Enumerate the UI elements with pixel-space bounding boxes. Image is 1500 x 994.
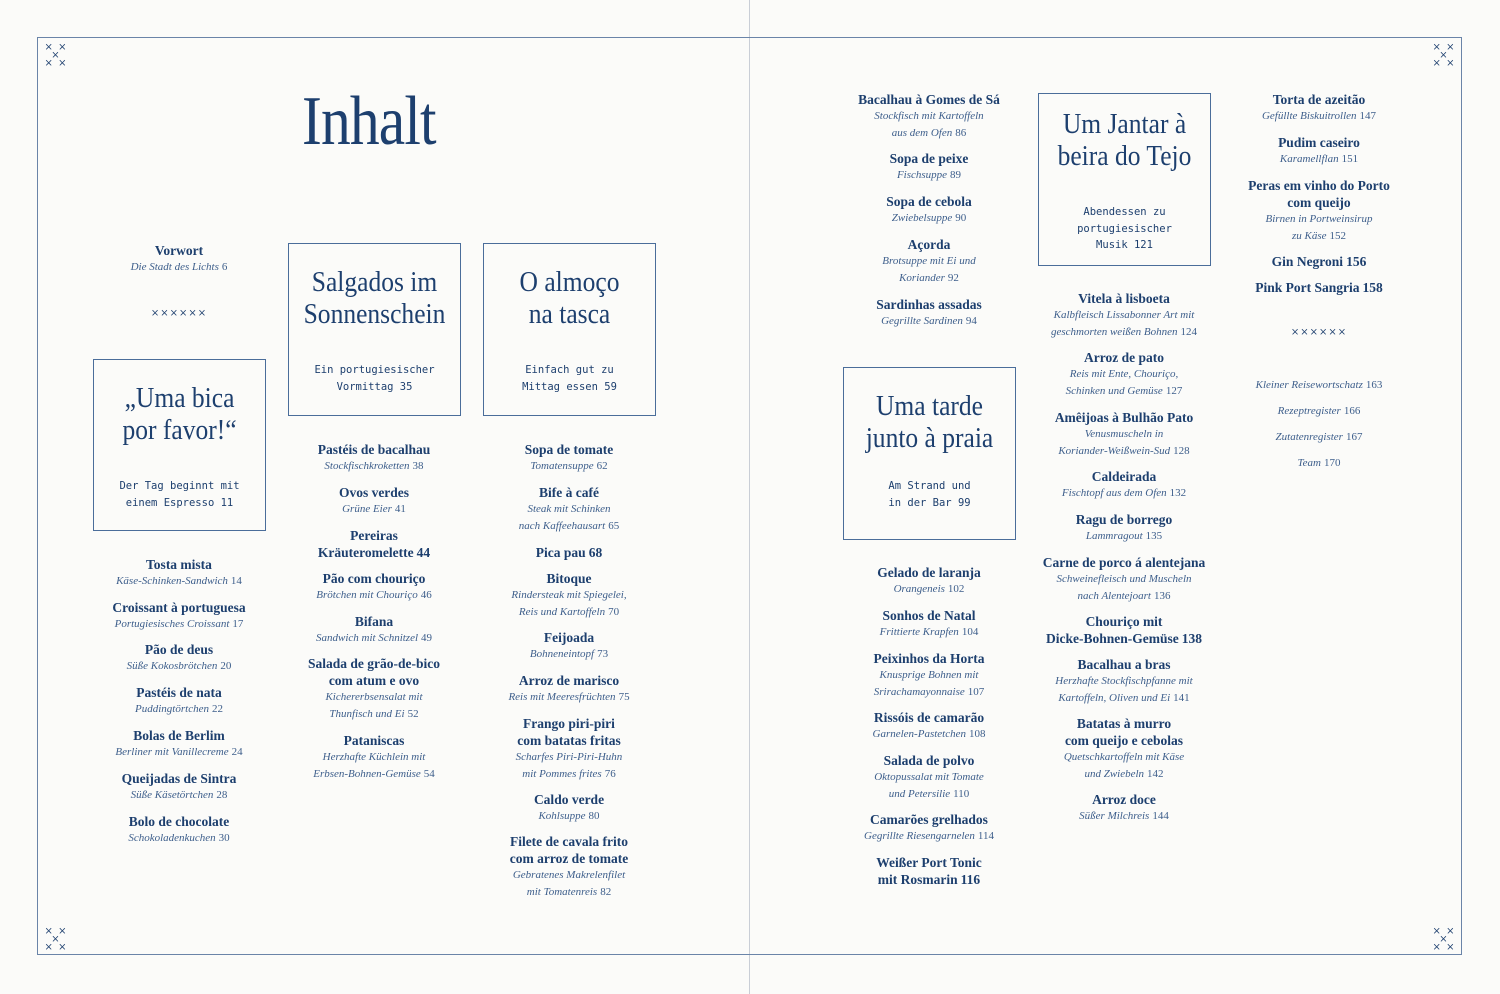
entry-desc: Berliner mit Vanillecreme (115, 746, 229, 758)
entry-desc: Stockfisch mit Kartoffeln (874, 110, 984, 122)
toc-entry[interactable] (1046, 613, 1202, 647)
chapter-subtitle: Der Tag beginnt mit (119, 480, 240, 492)
entry-desc: Oktopussalat mit Tomate (874, 771, 984, 783)
entry-desc: Karamellflan (1279, 153, 1339, 165)
entry-desc: Schweinefleisch und Muscheln (1056, 573, 1192, 585)
page-number: 108 (968, 728, 986, 740)
page-number: 166 (1343, 405, 1361, 417)
entry-desc: und Zwiebeln (1084, 767, 1145, 780)
page-number: 62 (596, 460, 608, 472)
page-number: 124 (1180, 325, 1197, 338)
entry-desc: Scharfes Piri-Piri-Huhn (515, 751, 623, 763)
chapter-box-bica[interactable] (93, 359, 266, 531)
entry-name: Bifana (354, 614, 394, 629)
toc-entry[interactable] (890, 150, 969, 184)
entry-desc: Quetschkartoffeln mit Käse (1063, 751, 1185, 763)
entry-name: com atum e ovo (328, 673, 420, 688)
page-number: 68 (588, 545, 603, 560)
page-number: 152 (1329, 229, 1347, 242)
entry-name: Pink Port Sangria (1255, 280, 1360, 295)
toc-entry[interactable] (1043, 554, 1205, 604)
page-number: 102 (947, 583, 965, 595)
toc-entry[interactable] (116, 556, 242, 590)
toc-entry[interactable] (874, 752, 984, 802)
page-number: 14 (230, 575, 242, 587)
entry-desc: zu Käse (1291, 229, 1327, 242)
entry-desc: Stockfischkroketten (324, 460, 410, 472)
toc-entry[interactable] (536, 544, 602, 561)
entry-name: Salada de polvo (883, 753, 975, 768)
page-number: 135 (1145, 530, 1163, 542)
entry-desc: Süße Käsetörtchen (130, 789, 214, 801)
toc-entry[interactable] (128, 813, 229, 847)
page-number: 38 (412, 460, 424, 472)
toc-entry[interactable] (135, 684, 223, 718)
toc-entry[interactable] (886, 193, 972, 227)
page-number: 28 (216, 789, 228, 801)
toc-entry[interactable] (112, 599, 245, 633)
page-number: 138 (1181, 631, 1202, 646)
page-number: 54 (423, 767, 435, 780)
entry-desc: Frittierte Krapfen (879, 626, 959, 638)
entry-desc: Grüne Eier (342, 503, 392, 515)
entry-name: Camarões grelhados (870, 812, 988, 827)
chapter-title: por favor!“ (122, 414, 237, 446)
page-number: 167 (1345, 431, 1363, 443)
entry-desc: Garnelen-Pastetchen (872, 728, 966, 740)
entry-desc: Brötchen mit Chouriço (316, 589, 418, 601)
entry-desc: Bohneneintopf (529, 648, 595, 660)
toc-entry[interactable] (1064, 715, 1184, 782)
entry-name: Pica pau (535, 545, 586, 560)
page-number: 86 (955, 126, 967, 139)
page-number: 107 (967, 685, 985, 698)
page-number: 127 (1165, 384, 1183, 397)
entry-desc: Rindersteak mit Spiegelei, (511, 589, 627, 601)
chapter-title: beira do Tejo (1057, 140, 1192, 172)
toc-entry[interactable] (858, 91, 1000, 141)
toc-entry[interactable] (1262, 91, 1376, 125)
entry-name: Kräuteromelette (317, 545, 414, 560)
entry-desc: Erbsen-Bohnen-Gemüse (313, 767, 421, 780)
page-number: 44 (416, 545, 431, 560)
corner-ornament-icon: × × × × × (1432, 926, 1456, 953)
chapter-subtitle: einem Espresso 11 (125, 496, 234, 509)
page-number: 147 (1359, 110, 1377, 122)
entry-name: Tosta mista (146, 557, 212, 572)
entry-desc: Venusmuscheln in (1084, 428, 1164, 440)
entry-desc: Schokoladenkuchen (128, 832, 216, 844)
page-number: 163 (1365, 379, 1383, 391)
entry-desc: Knusprige Bohnen mit (879, 669, 979, 681)
entry-desc: geschmorten weißen Bohnen (1051, 325, 1178, 338)
toc-entry[interactable] (1255, 279, 1383, 296)
entry-name: Arroz doce (1092, 792, 1156, 807)
entry-name: Peras em vinho do Porto (1248, 178, 1390, 193)
entry-name: Pastéis de nata (136, 685, 222, 700)
toc-entry[interactable] (525, 441, 614, 475)
page-number: 144 (1152, 810, 1169, 822)
entry-desc: und Petersilie (888, 787, 951, 800)
chapter-subtitle: in der Bar 99 (888, 496, 971, 509)
entry-desc: Koriander (899, 271, 945, 284)
chapter-title: junto à praia (865, 422, 994, 454)
page-number: 94 (965, 315, 977, 327)
entry-name: Queijadas de Sintra (121, 771, 237, 786)
toc-entry[interactable] (530, 629, 608, 663)
toc-entry[interactable] (316, 613, 432, 647)
chapter-subtitle: portugiesischer (1077, 222, 1172, 235)
toc-entry[interactable] (339, 484, 409, 518)
page-number: 17 (232, 618, 244, 630)
entry-desc: Sandwich mit Schnitzel (315, 632, 419, 644)
entry-desc: mit Pommes frites (522, 767, 602, 780)
toc-entry[interactable] (508, 672, 629, 706)
entry-name: Bitoque (546, 571, 592, 586)
entry-desc: Orangeneis (893, 583, 945, 595)
entry-name: Carne de porco á alentejana (1042, 555, 1206, 570)
entry-name: Bolas de Berlim (133, 728, 225, 743)
page-number: 73 (597, 648, 609, 660)
entry-name: Pastéis de bacalhau (317, 442, 431, 457)
page-number: 132 (1169, 487, 1187, 499)
page-number: 49 (421, 632, 433, 644)
toc-entry[interactable] (510, 833, 629, 900)
entry-desc: Zwiebelsuppe (891, 212, 953, 224)
entry-name: Sonhos de Natal (882, 608, 976, 623)
entry-desc: Portugiesisches Croissant (114, 618, 230, 630)
entry-name: Bolo de chocolate (128, 814, 230, 829)
toc-entry[interactable] (534, 791, 604, 825)
entry-name: Batatas à murro (1076, 716, 1172, 731)
toc-entry[interactable] (876, 296, 981, 330)
entry-desc: Gegrillte Sardinen (881, 315, 963, 327)
page-number: 6 (221, 261, 228, 273)
page-number: 75 (618, 691, 630, 703)
entry-name: Sopa de tomate (524, 442, 614, 457)
toc-entry[interactable] (1248, 177, 1390, 244)
entry-desc: Kohlsuppe (538, 810, 586, 822)
toc-entry[interactable] (313, 732, 435, 782)
entry-desc: Schinken und Gemüse (1065, 384, 1163, 397)
entry-desc: nach Alentejoart (1077, 589, 1151, 602)
toc-entry[interactable] (519, 484, 619, 534)
entry-desc: aus dem Ofen (891, 126, 953, 139)
page-number: 110 (953, 787, 970, 800)
chapter-subtitle: Am Strand und (888, 480, 971, 492)
corner-ornament-icon: × × × × × (44, 926, 68, 953)
entry-name: Croissant à portuguesa (112, 600, 246, 615)
toc-entry[interactable] (115, 727, 242, 761)
entry-name: Pão de deus (144, 642, 214, 657)
entry-desc: Käse-Schinken-Sandwich (116, 575, 228, 587)
page-number: 46 (420, 589, 432, 601)
separator-ornament-icon: ×××××× (150, 308, 208, 319)
entry-name: Gin Negroni (1271, 254, 1344, 269)
page-number: 170 (1323, 457, 1341, 469)
entry-desc: nach Kaffeehausart (518, 519, 606, 532)
entry-name: Gelado de laranja (877, 565, 981, 580)
entry-desc: Gefüllte Biskuitrollen (1261, 110, 1357, 122)
page-number: 24 (231, 746, 243, 758)
entry-name: Amêijoas à Bulhão Pato (1054, 410, 1194, 425)
entry-desc: Fischtopf aus dem Ofen (1061, 487, 1167, 499)
toc-entry[interactable] (1079, 791, 1169, 825)
entry-desc: Herzhafte Küchlein mit (322, 751, 426, 763)
entry-desc: mit Tomatenreis (526, 885, 598, 898)
page-number: 151 (1341, 153, 1359, 165)
chapter-title: Salgados im (311, 266, 438, 298)
entry-name: Açorda (907, 237, 951, 252)
entry-name: Bacalhau a bras (1077, 657, 1171, 672)
page-number: 70 (608, 605, 620, 618)
page-number: 80 (588, 810, 600, 822)
entry-name: Caldo verde (533, 792, 605, 807)
chapter-subtitle: Mittag essen 59 (522, 380, 617, 393)
entry-desc: Die Stadt des Lichts (130, 261, 219, 273)
entry-name: Sopa de peixe (889, 151, 969, 166)
entry-desc: Fischsuppe (896, 169, 948, 181)
entry-name: Arroz de marisco (518, 673, 620, 688)
entry-name: Pataniscas (343, 733, 405, 748)
entry-name: Ragu de borrego (1075, 512, 1173, 527)
page-number: 52 (407, 707, 419, 720)
entry-desc: Team (1297, 457, 1321, 469)
page-number: 89 (950, 169, 962, 181)
entry-desc: Steak mit Schinken (527, 503, 611, 515)
toc-entry[interactable] (318, 441, 431, 475)
toc-entry[interactable] (880, 607, 979, 641)
entry-name: Salada de grão-de-bico (307, 656, 441, 671)
page-number: 41 (394, 503, 406, 515)
entry-desc: Kichererbsensalat mit (325, 691, 423, 703)
entry-desc: Tomatensuppe (530, 460, 594, 472)
toc-entry[interactable] (876, 854, 982, 888)
page-number: 90 (955, 212, 967, 224)
entry-desc: Puddingtörtchen (135, 703, 209, 715)
toc-entry[interactable] (882, 236, 975, 286)
entry-desc: Gegrillte Riesengarnelen (864, 830, 975, 842)
page-number: 92 (947, 271, 959, 284)
entry-name: mit Rosmarin (877, 872, 958, 887)
page-number: 30 (218, 832, 230, 844)
toc-entry[interactable] (122, 770, 237, 804)
chapter-title: „Uma bica (124, 382, 235, 414)
toc-entry[interactable] (316, 570, 431, 604)
entry-name: Arroz de pato (1083, 350, 1164, 365)
entry-desc: Brotsuppe mit Ei und (882, 255, 976, 267)
toc-entry[interactable] (877, 564, 981, 598)
entry-desc: Kleiner Reisewortschatz (1255, 379, 1363, 391)
entry-desc: Süßer Milchreis (1079, 810, 1150, 822)
entry-desc: Süße Kokosbrötchen (126, 660, 218, 672)
toc-entry[interactable] (1055, 409, 1193, 459)
entry-name: com arroz de tomate (509, 851, 629, 866)
chapter-box-jantar[interactable] (1038, 93, 1211, 266)
corner-ornament-icon: × × × × × (44, 42, 68, 69)
toc-entry[interactable] (1256, 377, 1383, 394)
entry-desc: Reis mit Meeresfrüchten (508, 691, 616, 703)
chapter-title: Sonnenschein (303, 298, 446, 330)
entry-name: com queijo (1287, 195, 1351, 210)
entry-name: Torta de azeitão (1272, 92, 1366, 107)
toc-entry[interactable] (1055, 656, 1192, 706)
toc-entry[interactable] (1076, 511, 1173, 545)
entry-name: Sardinhas assadas (876, 297, 982, 312)
page-number: 156 (1346, 254, 1367, 269)
toc-entry[interactable] (511, 570, 626, 620)
chapter-title: Uma tarde (875, 390, 984, 422)
chapter-subtitle: Musik 121 (1096, 239, 1153, 251)
page-number: 141 (1173, 691, 1190, 704)
entry-desc: Herzhafte Stockfischpfanne mit (1055, 675, 1193, 687)
entry-name: Chouriço mit (1085, 614, 1163, 629)
entry-desc: Rezeptregister (1277, 405, 1341, 417)
page-number: 82 (600, 885, 612, 898)
corner-ornament-icon: × × × × × (1432, 42, 1456, 69)
entry-name: Pudim caseiro (1278, 135, 1360, 150)
chapter-title: Um Jantar à (1062, 108, 1187, 140)
page-number: 128 (1173, 444, 1190, 457)
entry-desc: Birnen in Portweinsirup (1265, 213, 1373, 225)
entry-name: Dicke-Bohnen-Gemüse (1046, 631, 1179, 646)
toc-entry[interactable] (1298, 455, 1341, 472)
entry-name: Feijoada (543, 630, 595, 645)
entry-name: Ovos verdes (338, 485, 410, 500)
entry-name: Peixinhos da Horta (873, 651, 985, 666)
toc-entry[interactable] (1278, 403, 1361, 420)
toc-entry[interactable] (318, 527, 430, 561)
toc-entry[interactable] (1272, 253, 1367, 270)
entry-name: Bife à café (539, 485, 599, 500)
separator-ornament-icon: ×××××× (1290, 327, 1348, 338)
page-number: 20 (220, 660, 232, 672)
entry-name: com batatas fritas (517, 733, 621, 748)
chapter-title: O almoço (519, 266, 620, 298)
toc-entry[interactable] (1066, 349, 1183, 399)
page-number: 114 (977, 830, 994, 842)
page-number: 76 (604, 767, 616, 780)
entry-desc: Lammragout (1085, 530, 1143, 542)
entry-desc: Gebratenes Makrelenfilet (512, 869, 626, 881)
entry-name: com queijo e cebolas (1064, 733, 1184, 748)
chapter-subtitle: Ein portugiesischer (314, 364, 435, 376)
entry-desc: Zutatenregister (1275, 431, 1343, 443)
page-number: 142 (1147, 767, 1164, 780)
entry-name: Pão com chouriço (322, 571, 426, 586)
toc-entry[interactable] (873, 709, 986, 743)
entry-desc: Kalbfleisch Lissabonner Art mit (1053, 309, 1195, 321)
toc-entry[interactable] (1276, 429, 1363, 446)
chapter-subtitle: Vormittag 35 (336, 380, 413, 393)
page-number: 104 (961, 626, 979, 638)
entry-name: Rissóis de camarão (873, 710, 985, 725)
entry-name: Sopa de cebola (886, 194, 972, 209)
entry-name: Frango piri-piri (523, 716, 615, 731)
entry-name: Pereiras (350, 528, 398, 543)
chapter-box-salgados[interactable] (288, 243, 461, 416)
toc-entry[interactable] (1278, 134, 1360, 168)
entry-desc: Thunfisch und Ei (329, 707, 405, 720)
entry-desc: Koriander-Weißwein-Sud (1058, 444, 1171, 457)
chapter-box-tarde[interactable] (843, 367, 1016, 540)
entry-desc: Kartoffeln, Oliven und Ei (1058, 691, 1171, 704)
toc-entry[interactable] (873, 650, 984, 700)
chapter-title: na tasca (528, 298, 611, 330)
page-number: 22 (211, 703, 223, 715)
toc-entry[interactable] (516, 715, 623, 782)
page-number: 65 (608, 519, 620, 532)
toc-entry-vorwort[interactable] (131, 242, 228, 276)
toc-entry[interactable] (308, 655, 440, 722)
toc-entry[interactable] (1051, 290, 1197, 340)
entry-desc: Reis mit Ente, Chouriço, (1069, 368, 1179, 380)
entry-name: Filete de cavala frito (509, 834, 629, 849)
page-number: 116 (960, 872, 981, 887)
entry-name: Vorwort (154, 243, 204, 258)
page-number: 136 (1153, 589, 1171, 602)
entry-name: Caldeirada (1091, 469, 1157, 484)
entry-name: Bacalhau à Gomes de Sá (858, 92, 1000, 107)
toc-entry[interactable] (1062, 468, 1186, 502)
page-number: 158 (1362, 280, 1383, 295)
chapter-subtitle: Einfach gut zu (525, 364, 614, 376)
chapter-subtitle: Abendessen zu (1083, 206, 1166, 218)
chapter-box-almoco[interactable] (483, 243, 656, 416)
entry-name: Vitela à lisboeta (1078, 291, 1170, 306)
toc-entry[interactable] (127, 641, 232, 675)
toc-entry[interactable] (864, 811, 994, 845)
entry-desc: Srirachamayonnaise (873, 685, 965, 698)
entry-desc: Reis und Kartoffeln (518, 605, 606, 618)
entry-name: Weißer Port Tonic (876, 855, 982, 870)
page-title: Inhalt (302, 83, 436, 160)
